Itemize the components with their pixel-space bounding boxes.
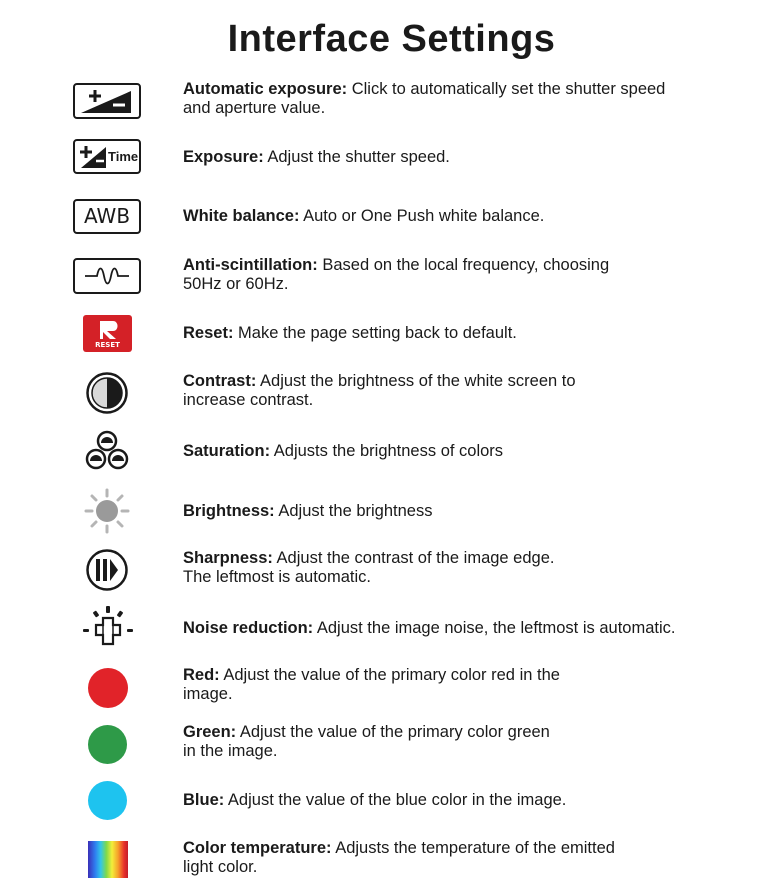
setting-name: Anti-scintillation:	[183, 256, 318, 274]
wave-icon	[73, 258, 141, 294]
contrast-icon	[85, 371, 129, 420]
setting-description: Adjusts the brightness of colors	[270, 442, 504, 460]
setting-name: White balance:	[183, 207, 300, 225]
awb-icon	[73, 199, 141, 234]
setting-description: Adjust the contrast of the image edge.	[272, 549, 555, 567]
setting-name: Blue:	[183, 791, 225, 809]
green-circle-icon	[88, 725, 127, 764]
reset-label: RESET	[95, 341, 120, 349]
setting-description: Adjusts the temperature of the emitted	[331, 839, 615, 857]
setting-description-cont: in the image.	[183, 742, 278, 760]
blue-circle-icon	[88, 781, 127, 820]
setting-description: Adjust the value of the primary color green	[236, 723, 550, 741]
setting-name: Reset:	[183, 324, 234, 342]
auto-exposure-icon	[73, 83, 141, 119]
saturation-icon	[82, 429, 132, 478]
setting-description-cont: The leftmost is automatic.	[183, 568, 371, 586]
setting-description-cont: and aperture value.	[183, 99, 326, 117]
reset-icon	[83, 315, 132, 352]
setting-description: Adjust the brightness	[274, 502, 433, 520]
awb-label: AWB	[83, 204, 131, 228]
setting-name: Sharpness:	[183, 549, 273, 567]
setting-name: Contrast:	[183, 372, 257, 390]
page-title: Interface Settings	[227, 18, 556, 60]
noise-reduction-icon	[80, 604, 136, 657]
setting-name: Brightness:	[183, 502, 275, 520]
setting-name: Red:	[183, 666, 220, 684]
red-circle-icon	[88, 668, 128, 708]
setting-description: Based on the local frequency, choosing	[317, 256, 610, 274]
brightness-icon	[84, 488, 130, 539]
setting-description: Adjust the shutter speed.	[263, 148, 450, 166]
setting-description-cont: increase contrast.	[183, 391, 314, 409]
setting-name: Exposure:	[183, 148, 264, 166]
setting-description: Adjust the image noise, the leftmost is automatic.	[313, 619, 676, 637]
exposure-time-label: Time	[108, 149, 139, 164]
setting-description: Adjust the brightness of the white screen to	[256, 372, 576, 390]
setting-description: Make the page setting back to default.	[233, 324, 517, 342]
setting-name: Color temperature:	[183, 839, 332, 857]
setting-description: Auto or One Push white balance.	[299, 207, 545, 225]
setting-description-cont: 50Hz or 60Hz.	[183, 275, 289, 293]
setting-description-cont: light color.	[183, 858, 258, 876]
setting-name: Saturation:	[183, 442, 271, 460]
setting-name: Automatic exposure:	[183, 80, 348, 98]
exposure-time-icon	[73, 139, 141, 174]
setting-description: Click to automatically set the shutter speed	[347, 80, 666, 98]
color-temperature-icon	[88, 841, 128, 878]
setting-name: Green:	[183, 723, 237, 741]
setting-name: Noise reduction:	[183, 619, 314, 637]
sharpness-icon	[85, 548, 129, 597]
setting-description: Adjust the value of the blue color in the image.	[224, 791, 567, 809]
setting-description-cont: image.	[183, 685, 233, 703]
setting-description: Adjust the value of the primary color red in the	[219, 666, 560, 684]
